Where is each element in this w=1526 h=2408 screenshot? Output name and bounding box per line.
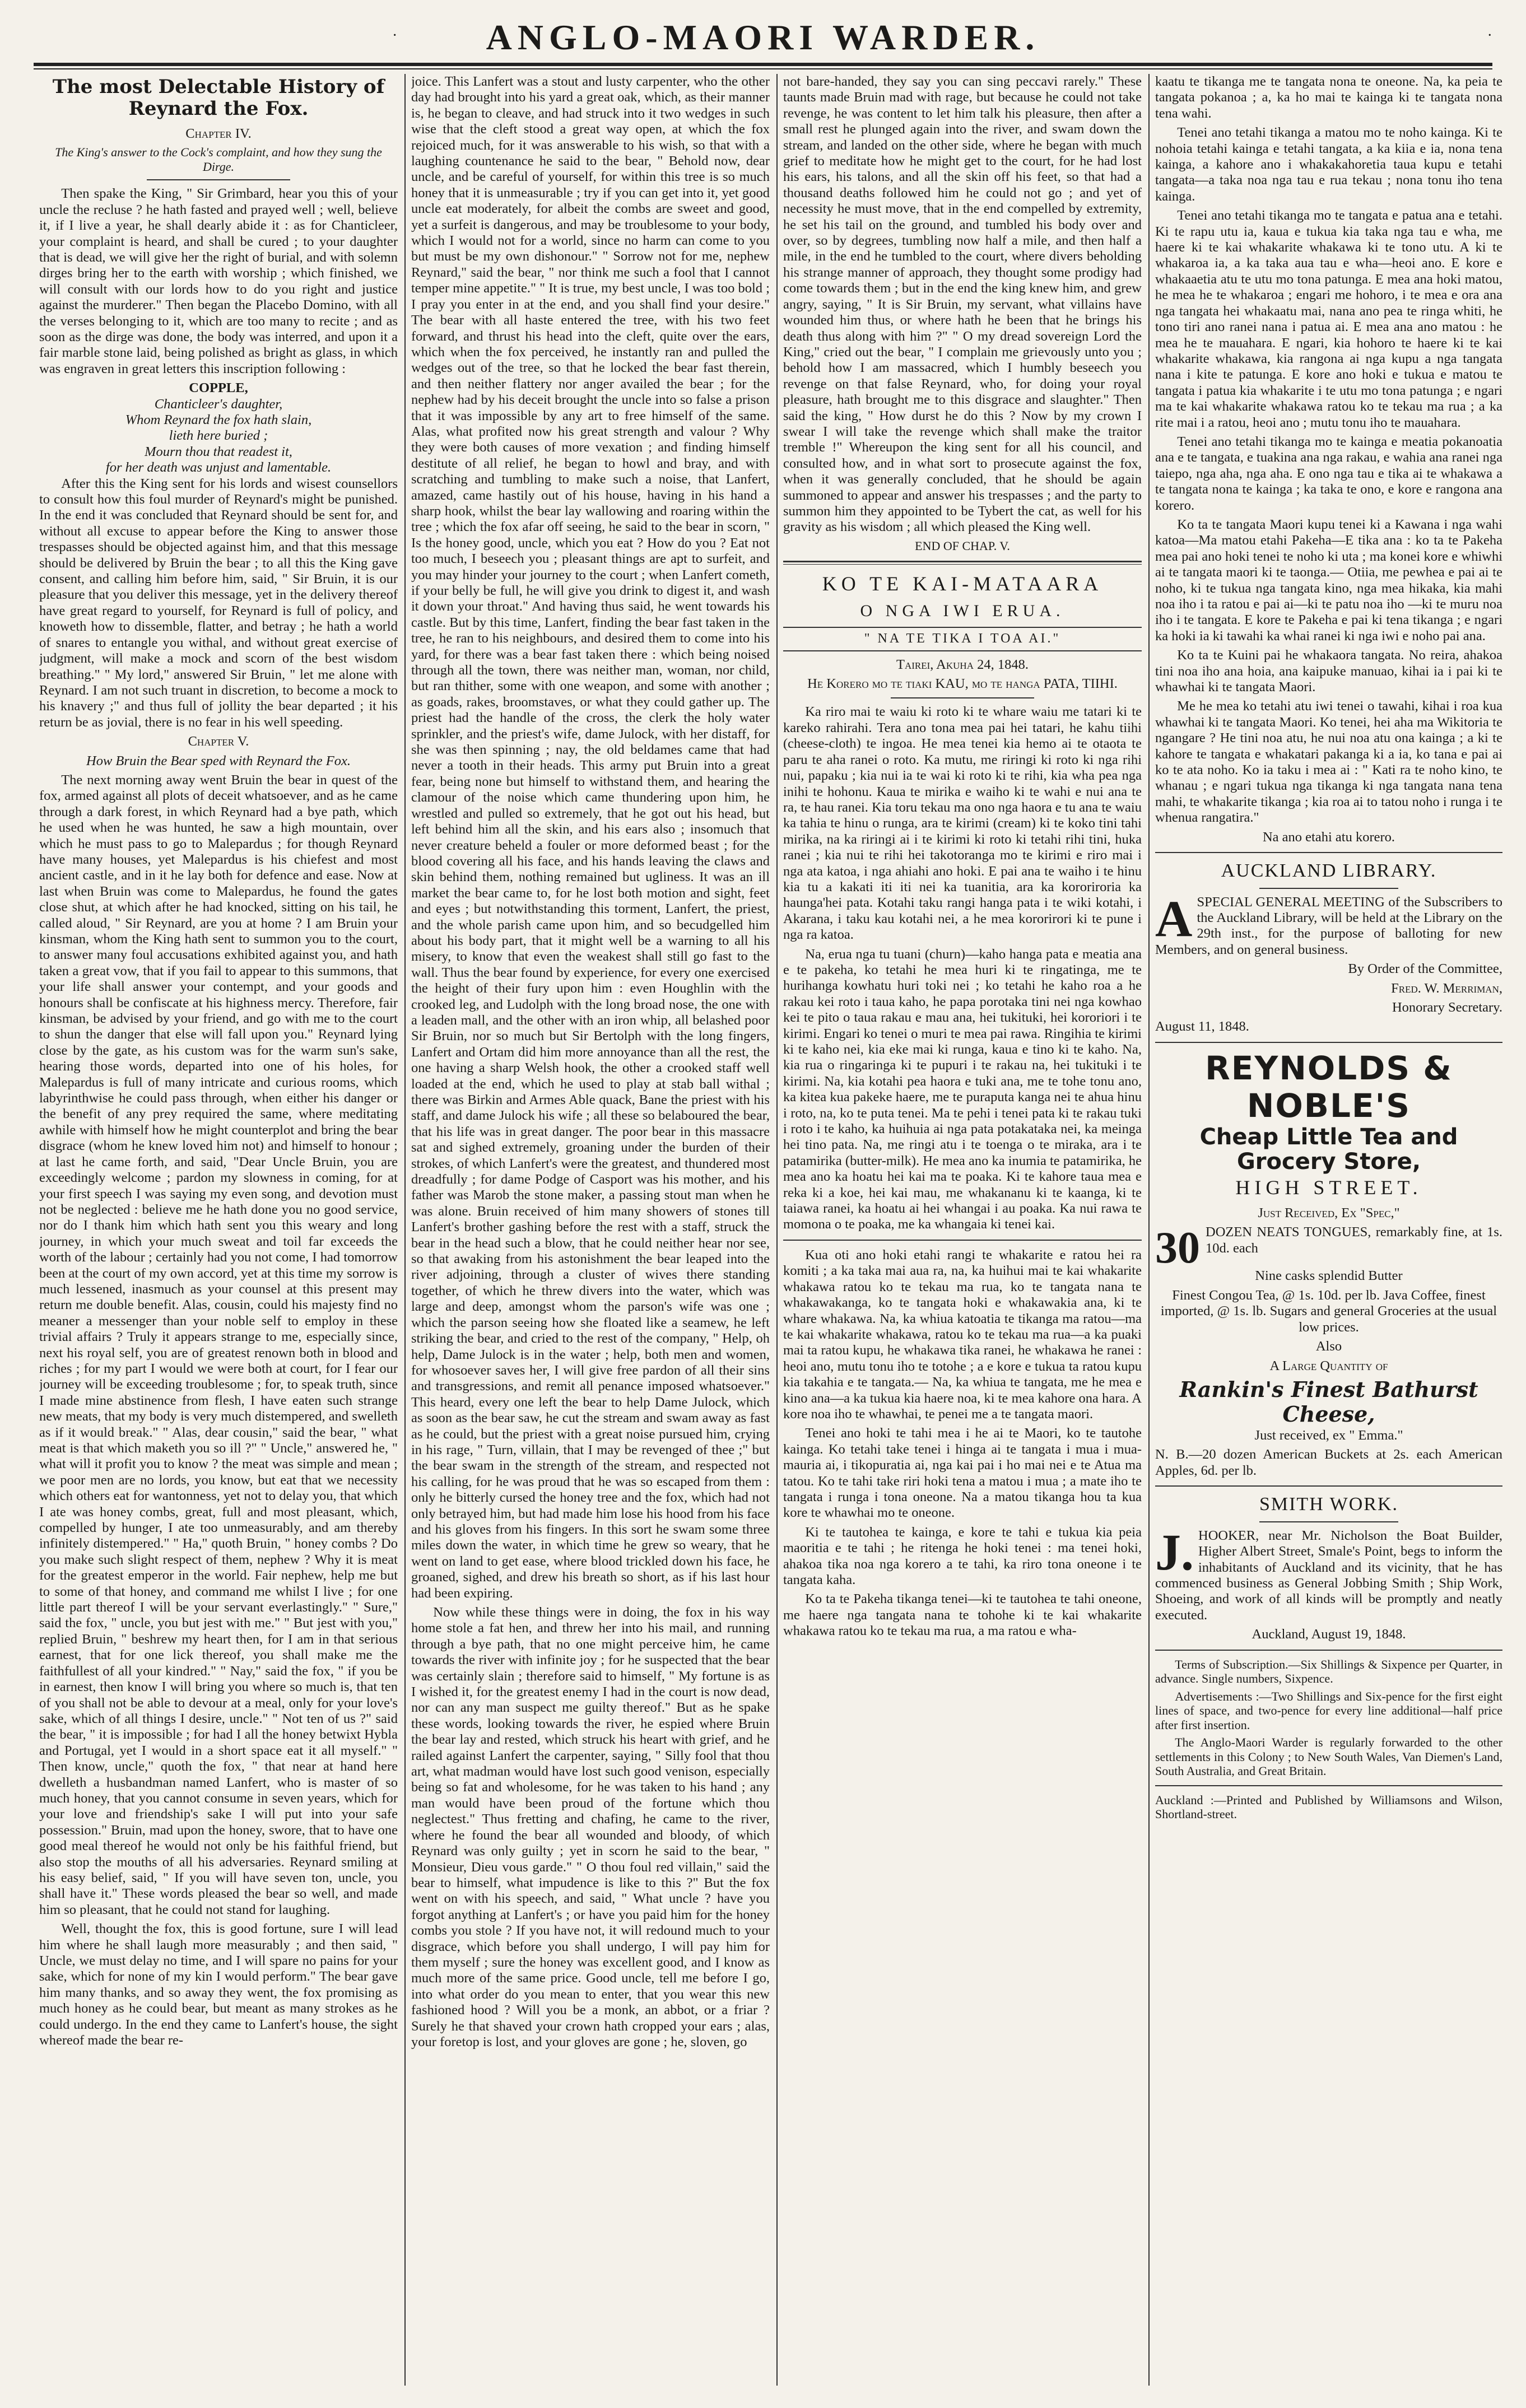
printer-imprint: Auckland :—Printed and Published by Williamsons and Wilson, Shortland-street. — [1155, 1792, 1502, 1822]
library-secretary-name: Fred. W. Merriman, — [1391, 980, 1502, 996]
story-paragraph: joice. This Lanfert was a stout and lusty carpenter, who the other day had brought into his yard a great oak, which, as their manner is, he began to cleave, and had struck into it two wedges in such wise that the cleft stood a great way open, at which the fox rejoiced much, for it was answerable to his wish, so that with a laughing countenance he said to the bear, " Behold now, dear uncle, and be careful of yourself, for within this tree is so much honey that it is unmeasurable ; try if you can get into it, yet good uncle eat moderately, for albeit the combs are sweet and good, yet a surfeit is dangerous, and may be troublesome to your body, which I would not for a world, since no harm can come to you but must be my own dishonour." " Sorrow not for me, nephew Reynard," said the bear, " nor think me such a fool that I cannot temper mine appetite." " It is true, my best uncle, I was too bold ; I pray you enter in at the end, and you shall find your desire." The bear with all haste entered the tree, with his two feet forward, and thrust his head into the cleft, quite over the ears, which when the fox perceived, he instantly ran and pulled the wedges out of the tree, so that he locked the bear fast therein, and then neither flattery nor anger availed the bear ; for the nephew had by his deceit brought the uncle into so false a prison that it was impossible by any art to free himself of the same. Alas, what profited now his great strength and valour ? Why they were both causes of more vexation ; and finding himself destitute of all relief, he began to howl and bray, and with scratching and tumbling to make such a noise, that Lanfert, amazed, came hastily out of his house, having in his hand a sharp hook, whilst the bear lay wallowing and roaring within the tree ; which the fox afar off seeing, he said to the bear in scorn, " Is the honey good, uncle, which you eat ? How do you ? Eat not too much, I beseech you ; pleasant things are apt to surfeit, and you may hinder your journey to the court ; when Lanfert cometh, if your belly be full, he will give you drink to digest it, and wash it down your throat." And having thus said, he went towards his castle. But by this time, Lanfert, finding the bear fast taken in the tree, he ran to his neighbours, and desired them to come into his yard, for there was a bear fast taken there : which being noised through all the town, there was neither man, woman, nor child, but ran thither, some with one weapon, and some with another ; as goads, rakes, broomstaves, or what they could gather up. The priest had the handle of the cross, the clerk the holy water sprinkler, and the priest's wife, dame Julock, with her distaff, for she was then spinning ; nay, the old beldames came that had never a tooth in their heads. This army put Bruin into a great fear, being none but himself to withstand them, and hearing the clamour of the noise which came thundering upon him, he wrestled and pulled so extremely, that he got out his head, but left behind him all the skin, and his ears also ; insomuch that never creature beheld a fouler or more deformed beast ; for the blood covering all his face, and his hands leaving the claws and skin behind them, nothing remained but ugliness. It was an ill market the bear came to, for he lost both motion and sight, feet and eyes ; but notwithstanding this torment, Lanfert, the priest, and the whole parish came upon him, and so becudgelled him about his body part, that it might well be a warning to all his misery, to know that even the weakest shall still go fast to the wall. Thus the bear found by experience, for every one exercised the height of their fury upon him : even Houghlin with the crooked leg, and Ludolph with the long broad nose, the one with a leaden mall, and the other with an iron whip, all belashed poor Sir Bruin, nor so much but Sir Bertolph with the long fingers, Lanfert and Ortam did him more annoyance than all the rest, the one having a sharp Welsh hook, the other a crooked staff well loaded at the end, which he used to play at stab ball withal ; there was Birkin and Armes Able quack, Bane the priest with his staff, and dame Julock his wife ; all these so belaboured the bear, that his life was in great danger. The poor bear in this massacre sat and sighed extremely, groaning under the burden of their strokes, of which Lanfert's were the greatest, and thundered most dreadfully ; for dame Podge of Casport was his mother, and his father was Marob the stone maker, a passing stout man when he was alone. Bruin received of him many showers of stones till Lanfert's brother gashing before the rest with a staff, struck the bear in the head such a blow, that he could neither hear nor see, so that awaking from his astonishment the bear leaped into the river adjoining, through a cluster of wives there standing together, of which he threw divers into the water, which was large and deep, amongst whom the parson's wife was one ; which the parson seeing how she floated like a seamew, he left striking the bear, and cried to the rest of the company, " Help, oh help, Dame Julock is in the water ; help, both men and women, for whosoever saves her, I will give free pardon of all their sins and transgressions, and remit all penance imposed whatsoever." This heard, every one left the bear to help Dame Julock, which as soon as the bear saw, he cut the stream and swam away as fast as he could, but the priest with a great noise pursued him, crying in his rage, " Turn, villain, that I may be revenged of thee ;" but the bear swam in the strength of the stream, and respected not his calling, for he was proud that he was so escaped from them : only he bitterly cursed the honey tree and the fox, which had not only betrayed him, but had made him lose his hood from his face and his gloves from his fingers. In this sort he swam some three miles down the water, in which time he grew so weary, that he went on land to get ease, where blood trickled down his face, he groaned, sighed, and drew his breath so short, as if his last hour had been expiring. — [411, 74, 770, 1601]
tea-ad: Finest Congou Tea, @ 1s. 10d. per lb. Java Coffee, finest imported, @ 1s. lb. Sugars and general Groceries at the usual low prices. — [1160, 1287, 1497, 1335]
butter-ad: Nine casks splendid Butter — [1255, 1268, 1403, 1284]
maori-paragraph: Ko ta te Pakeha tikanga tenei—ki te tautohea te tahi oneone, me haere nga tangata nana te tohohe ki te kai whakarite whakawa ratou ko te tekau ma rua, a ma ratou e wha- — [783, 1591, 1142, 1639]
received-notice: Just Received, Ex "Spec," — [1258, 1205, 1400, 1221]
maori-paragraph: Ki te tautohea te kainga, e kore te tahi e tukua kia peia maoritia e te tahi ; he ritenga he hoki tenei : ma tenei hoki, ahakoa tika noa nga korero a te tahi, ka riro tona oneone i te tangata kaha. — [783, 1524, 1142, 1588]
column-3 — [783, 74, 1142, 2386]
chapter-heading: Chapter V. — [188, 734, 249, 749]
library-notice-date: August 11, 1848. — [1155, 1019, 1249, 1035]
maori-section-title: KO TE KAI-MATAARA — [822, 572, 1103, 595]
masthead-mark-left: · — [392, 27, 398, 44]
column-divider — [404, 74, 406, 2386]
divider — [783, 1240, 1142, 1241]
masthead-rule — [34, 63, 1492, 66]
divider — [1259, 1521, 1398, 1522]
shop-subtitle: Cheap Little Tea and Grocery Store, — [1199, 1124, 1458, 1175]
epitaph-line: COPPLE, — [189, 380, 248, 396]
story-paragraph: After this the King sent for his lords and wisest counsellors to consult how this foul murder of Reynard's might be punished. In the end it was concluded that Reynard should be sent for, and without all excuse to appear before the King to answer those trespasses should be objected against him, and that this message should be delivered by Bruin the bear ; to all this the King gave consent, and calling him before him, said, " Sir Bruin, it is our pleasure that you deliver this message, yet in the delivery thereof have great regard to yourself, for Reynard is full of policy, and knoweth how to dissemble, flatter, and betray ; he hath a world of snares to entangle you withal, and without great exercise of judgment, will make a mock and scorn of the best wisdom breathing." " My lord," answered Sir Bruin, " let me alone with Reynard. I am not such truant in discretion, to become a mock to his knavery ;" and thus full of jollity the bear departed ; it his return be as jovial, there is no fear in his well speeding. — [39, 476, 398, 730]
library-notice-body: ASPECIAL GENERAL MEETING of the Subscribers to the Auckland Library, will be held at the Library on the 29th inst., for the purpose of balloting for new Members, and on general business. — [1155, 889, 1502, 957]
epitaph-line: Mourn thou that readest it, — [145, 444, 292, 459]
maori-paragraph: Me he mea ko tetahi atu iwi tenei o tawahi, kihai i roa kua whawhai ki te tangata Maori. Ko tenei, hei aha ma Wikitoria te ngangare ? He tini noa atu, he nui noa atu ona kainga ; a ki te kahore te tangata e whakatari pakanga ki a ia, ko tana e pai ai ko te ata noho. Ko ia taku i mea ai : " Kati ra te noho kino, te whanau ; e ngari tukua nga tikanga ki nga tangata nana tena mahi, te whakarite tikanga ; kia roa ai to tatou noho i runga i te whenua rangatira." — [1155, 698, 1502, 826]
smith-work-date: Auckland, August 19, 1848. — [1251, 1627, 1406, 1642]
buckets-ad: N. B.—20 dozen American Buckets at 2s. each American Apples, 6d. per lb. — [1155, 1447, 1502, 1478]
divider — [1155, 1485, 1502, 1487]
divider — [1155, 1650, 1502, 1651]
story-paragraph: Well, thought the fox, this is good fortune, sure I will lead him where he shall laugh more measurably ; and then said, " Uncle, we must delay no time, and I will spare no pains for your sake, which for none of my kin I would perform." The bear gave him many thanks, and so away they went, the fox promising as much honey as he could bear, but meant as many strokes as he could undergo. In the end they came to Lanfert's house, the sight whereof made the bear re- — [39, 1921, 398, 2048]
also-label: Also — [1315, 1339, 1342, 1354]
drop-cap: A — [1155, 889, 1193, 947]
masthead-rule-thin — [34, 68, 1492, 69]
library-notice-heading: AUCKLAND LIBRARY. — [1221, 860, 1437, 882]
divider — [1155, 852, 1502, 853]
epitaph-line: Whom Reynard the fox hath slain, — [125, 412, 312, 427]
maori-paragraph: Ko ta te tangata Maori kupu tenei ki a Kawana i nga wahi katoa—Ma matou etahi Pakeha—E tika ana : ko ta te Pakeha mea pai ano hoki tenei te noho ki uta ; ma konei kore e whiwhi ai te tangata maori ki te taonga.— Otiia, me pewhea e pai ai te noho, ki te tukua nga tangata kino, nga mea hikaka, kia mahi noa iho i ta ratou e pai ai—ki te patu noa iho —ki te muru noa iho i te tangata. E kore te Pakeha e pai ki tena tikanga ; e ngari ka hoki ia ki tawahi ka whai ranei ki nga iwi e noho pai ana. — [1155, 516, 1502, 644]
masthead — [34, 17, 1492, 62]
advertisement-rates: Advertisements :—Two Shillings and Six-pence for the first eight lines of space, and two-pence for every line additional—half price after first insertion. — [1155, 1689, 1502, 1732]
smith-work-heading: SMITH WORK. — [1259, 1494, 1399, 1515]
maori-paragraph: kaatu te tikanga me te tangata nona te oneone. Na, ka peia te tangata pokanoa ; a, ka ho mai te kainga ki te tangata nona tena wahi. — [1155, 74, 1502, 121]
chapter-subtitle: The King's answer to the Cock's complaint, and how they sung the Dirge. — [55, 145, 382, 174]
divider — [1155, 1785, 1502, 1786]
smith-work-body: J. HOOKER, near Mr. Nicholson the Boat Builder, Higher Albert Street, Smale's Point, begs to inform the inhabitants of Auckland and its vicinity, that he has commenced business as General Jobbing Smith ; Ship Work, Shoeing, and work of all kinds will be promptly and neatly executed. — [1155, 1523, 1502, 1623]
maori-paragraph: Ka riro mai te waiu ki roto ki te whare waiu me tatari ki te kareko rahirahi. Tera ano tona mea pai hei tatari, he kahu tiihi (cheese-cloth) te ingoa. He mea tenei kia hemo ai te otaota te paru te aha ranei o roto. Ka mutu, me riringi ki roto ki nga rihi nui, papaku ; kia nui ia te wai ki roto ki te rihi, kia wha pea nga inihi te hohonu. Kaua te mirika e waiho ki te wahi e nui ana te ra, te hau ranei. Kia toru tekau ma ono nga haora e tu ana te waiu ka tahia te hinu o runga, ara te kirimi (cream) ki te koko tini tahi mirika, na ka riringi ai i te kirimi ki roto ki tetahi rihi tini, huka ranei ; kia nui te rihi hei takotoranga mo te kirimi e riro mai i nga ata katoa, i nga ahiahi ano hoki. E pai ana te waiho i te hinu kia tu a kakati iti iti nei ka tuanitia, ara ka kororiroria ka haunga'hei pata. Kotahi taku rangi hanga pata i te wiki kotahi, i Akarana, i taku kau kotahi nei, a he mea kororirori ki te pune i nga ra katoa. — [783, 704, 1142, 943]
library-secretary-title: Honorary Secretary. — [1392, 999, 1502, 1015]
maori-section-subtitle: O NGA IWI ERUA. — [860, 602, 1065, 621]
divider — [891, 697, 1034, 698]
column-2 — [411, 74, 770, 2386]
maori-paragraph: Tenei ano tetahi tikanga mo te kainga e meatia pokanoatia ana e te tangata, e tuakina ana nga rakau, e wahia ana ranei nga taiepo, nga aha, nga aha. E ono nga tau e tika ai te whakawa a te tangata nona te kainga ; ka taka te ono, e kore e rangona ana korero. — [1155, 434, 1502, 513]
drop-cap: J. — [1155, 1523, 1194, 1581]
chapter-subtitle: How Bruin the Bear sped with Reynard the Fox. — [86, 753, 351, 768]
motto: " NA TE TIKA I TOA AI." — [783, 627, 1142, 651]
quantity-number: 30 — [1155, 1223, 1200, 1273]
shop-street: HIGH STREET. — [1235, 1176, 1422, 1199]
column-1 — [39, 74, 398, 2386]
section-divider — [783, 561, 1142, 565]
cheese-ad-sub: Just received, ex " Emma." — [1254, 1428, 1403, 1443]
masthead-mark-right: · — [1487, 27, 1492, 44]
story-title: The most Delectable History of Reynard the Fox. — [52, 76, 385, 120]
maori-paragraph: Kua oti ano hoki etahi rangi te whakarite e ratou hei ra komiti ; a ka taka mai aua ra, na, ka huihui mai te kai whakarite whakawa ratou ko te tekau ma rua, ko te tangata nana te whakawakanga, ko te tangata hoki e whakawakia ana, ki te whare whakawa. Na, ka whiua katoatia te tikanga ma ratou—ma te kai whakarite whakawa, ratou ko te tekau ma rua—a ka puaki mai ta ratou kupu, he whakawa tika ranei, he whakawa he ranei : heoi ano, mutu tonu iho te totohe ; a e kore e tukua ta ratou kupu kia takahia e te tangata.— Na, ka whiua te tangata, me he mea e kino ana—a ka tukua kia haere noa, ki te mea kahore ona hara. A kore noa iho te whawhai, te penei me a te tangata maori. — [783, 1247, 1142, 1422]
divider — [1259, 888, 1398, 889]
story-paragraph: Now while these things were in doing, the fox in his way home stole a fat hen, and threw her into his mail, and running through a bye path, that no one might perceive him, he came towards the river with infinite joy ; for he suspected that the bear was certainly slain ; therefore said to himself, " My fortune is as I wished it, for the greatest enemy I had in the court is now dead, nor can any man suspect me guilty thereof." But as he spake these words, looking towards the river, he espied where Bruin the bear lay and rested, which struck his heart with grief, and he railed against Lanfert the carpenter, saying, " Silly fool that thou art, what madman would have lost such good venison, especially being so fat and wholesome, for he was taken to his hand ; any man would have been proud of the fortune which thou neglectest." Thus fretting and chafing, he came to the river, where he found the bear all wounded and bloody, of which Reynard was only guilty ; yet in scorn he said to the bear, " Monsieur, Dieu vous garde." " O thou foul red villain," said the bear to himself, what impudence is like to this ?" But the fox went on with his speech, and said, " What uncle ? have you forgot anything at Lanfert's ; or have you paid him for the honey combs you stole ? If you have not, it will redound much to your disgrace, which before you shall undergo, I will pay him for them myself ; sure the honey was excellent good, and I know as much more of the same price. Good uncle, tell me before I go, into what order do you mean to enter, that you wear this new fashioned hood ? Will you be a monk, an abbot, or a friar ? Surely he that shaved your crown hath cropped your ears ; alas, your foretop is lost, and your gloves are gone ; he, sloven, go — [411, 1605, 770, 2050]
epitaph-line: Chanticleer's daughter, — [154, 396, 283, 412]
column-divider — [1148, 74, 1150, 2386]
subscription-terms: Terms of Subscription.—Six Shillings & Sixpence per Quarter, in advance. Single numbers, Sixpence. — [1155, 1657, 1502, 1686]
distribution-note: The Anglo-Maori Warder is regularly forwarded to the other settlements in this Colony ; to New South Wales, Van Diemen's Land, South Australia, and Great Britain. — [1155, 1735, 1502, 1778]
story-paragraph: not bare-handed, they say you can sing peccavi rarely." These taunts made Bruin mad with rage, but because he could not take revenge, he was content to let him talk his pleasure, then after a small rest he plunged again into the river, and swam down the stream, and landed on the other side, where he began with much grief to meditate how he might get to the court, for he had lost his ears, his talons, and all the skin off his feet, so that had a thousand deaths followed him he could not go ; and yet of necessity he must move, that in the end compelled by extremity, he set his tail on the ground, and tumbled his body over and over, so by degrees, tumbling now half a mile, and then half a mile, in the end he tumbled to the court, where divers beholding his strange manner of approach, they thought some prodigy had come towards them ; but in the end the king knew him, and grew angry, saying, " It is Sir Bruin, my servant, what villains have wounded him thus, or where hath he been that he brings his death thus along with him ?" " O my dread sovereign Lord the King," cried out the bear, " I complain me grievously unto you ; behold how I am massacred, which I humbly beseech you revenge on that false Reynard, who, for doing your royal pleasure, hath brought me to this disgrace and slaughter." Then said the king, " How durst he do this ? Now by my crown I swear I will take the revenge which shall make the traitor tremble !" Whereupon the king sent for all his council, and consulted how, and in what sort to prosecute against the fox, when it was generally concluded, that he should be again summoned to appear and answer his trespasses ; and the party to summon him they appointed to be Tybert the cat, as well for his gravity as his wisdom ; all which pleased the King well. — [783, 74, 1142, 535]
maori-paragraph: Tenei ano hoki te tahi mea i he ai te Maori, ko te tautohe kainga. Ko tetahi take tenei i hinga ai te tangata i mua i mua-mauria ai, i tikopuratia ai, nga kai pai i ho mai nei e te Atua ma tatou. Ko te tahi take riri hoki tena a matou i mua ; a mate iho te tangata i runga i tona oneone. Na a matou tikanga hou ta kua kore te whawhai mo te oneone. — [783, 1426, 1142, 1521]
column-divider — [776, 74, 778, 2386]
cheese-ad-title: Rankin's Finest Bathurst Cheese, — [1179, 1376, 1478, 1427]
story-paragraph: The next morning away went Bruin the bear in quest of the fox, armed against all plots of deceit whatsoever, and as he came through a dark forest, in which Reynard had a bye path, which he used when he was hunted, he saw a high mountain, over which he must pass to go to Malepardus ; for though Reynard have many houses, yet Malepardus is his chiefest and most ancient castle, and in it he lay both for defence and ease. Now at last when Bruin was come to Malepardus, he found the gates close shut, at which after he had knocked, sitting on his tail, he called aloud, " Sir Reynard, are you at home ? I am Bruin your kinsman, whom the King hath sent to summon you to the court, to answer many foul accusations exhibited against you, and hath taken a great vow, that if you fail to appear to this summons, that your life shall answer your contempt, and your goods and honours shall be confiscate at his highness mercy. Therefore, fair kinsman, be advised by your friend, and go with me to the court to shun the danger that else will fall upon you." Reynard lying close by the gate, as his custom was for the warm sun's sake, hearing those words, departed into one of his holes, for Malepardus is full of many intricate and curious rooms, which labyrinthwise he could pass through, when either his danger or the benefit of any prey required the same, where meditating awhile with himself how he might counterplot and bring the bear disgrace (whom he knew loved him not) and himself to honour ; at last he came forth, and said, "Dear Uncle Bruin, you are exceedingly welcome ; pardon my slowness in coming, for at your first speech I was saying my even song, and devotion must not be neglected : believe me he hath done you no good service, nor do I thank him which hath sent you this weary and long journey, in which your much sweat and toil far exceeds the worth of the labour ; certainly had you not come, I had tomorrow been at the court of my own accord, yet at this time my sorrow is much lessened, inasmuch as your counsel at this present may return me double benefit. Alas, cousin, could his majesty find no meaner a messenger than your noble self to employ in these trivial affairs ? Truly it appears strange to me, especially since, next his royal self, you are of greatest renown both in blood and riches ; for my part I would we were both at court, for I fear our journey will be exceeding troublesome ; for, to speak truth, since I made mine abstinence from flesh, I have eaten such strange new meats, that my body is very much distempered, and swelleth as if it would break." " Alas, dear cousin," said the bear, " what meat is that which maketh you so ill ?" " Uncle," answered he, " what will it profit you to know ? the meat was simple and mean ; we poor men are no lords, you know, but eat that we necessity which others eat for wantonness, yet not to delay you, that which I ate was honey combs, great, full and most pleasant, which, compelled by hunger, I ate too unmeasurably, and am thereby infinitely distempered." " Ha," quoth Bruin, " honey combs ? Do you make such slight respect of them, nephew ? Why it is meat for the greatest emperor in the world. Fair nephew, help me but to some of that honey, and command me whilst I live ; for one little part thereof I will be your servant everlastingly." " Sure," said the fox, " uncle, you but jest with me." " But jest with you," replied Bruin, " beshrew my heart then, for I am in that serious earnest, that for one lick thereof, you shall make me the faithfullest of all your kindred." " Nay," said the fox, " if you be in earnest, then know I will bring you where so much is, that ten of you shall not be able to devour at a meal, only for your love's sake, which of all things I desire, uncle." " Not ten of us ?" said the bear, " it is impossible ; for had I all the honey betwixt Hybla and Portugal, yet I would in a short space eat it all myself." " Then know, uncle," quoth the fox, " that near at hand here dwelleth a husbandman named Lanfert, who is master of so much honey, that you cannot consume in seven years, which for your love and friendship's sake I will put into your safe possession." Bruin, mad upon the honey, swore, that to have one good meal thereof he would not only be his faithful friend, but also stop the mouths of all his adversaries. Reynard smiling at his easy belief, said, " If you will have seven ton, uncle, you shall have it." These words pleased the bear so well, and made him so pleasant, that he could not stand for laughing. — [39, 772, 398, 1917]
shop-name: REYNOLDS & NOBLE'S — [1205, 1049, 1453, 1125]
epitaph-line: lieth here buried ; — [169, 428, 268, 444]
chapter-heading: Chapter IV. — [185, 125, 252, 141]
large-quantity-label: A Large Quantity of — [1269, 1358, 1388, 1373]
newspaper-title: ANGLO-MAORI WARDER. — [486, 17, 1040, 57]
closing-note: Na ano etahi atu korero. — [1262, 829, 1395, 845]
library-notice-sign: By Order of the Committee, — [1348, 961, 1502, 977]
maori-paragraph: Tenei ano tetahi tikanga mo te tangata e patua ana e tetahi. Ki te rapu utu ia, kaua e tukua kia taka nga tau e wha, me haere ki te kai whakarite whakawa ki te tono utu. A ki te whakaroa ia, a ka taka aua tau e wha—heoi ano. E kore e whakaaetia atu te utu mo tona patunga. E mea ana hoki matou, he mea he te whakaroa ; engari me hohoro, i te mea e ora ana nga tangata hei whakaatu mai, nana ano pea te ringa whiti, he tono tiri ano ranei nana i patua ai. E mea ana ano matou : he mea he te mauahara. E ngari, kia hohoro te haere ki te kai whakarite whakawa, kia rangona ai nga kupu a nga tangata nana i kite te patunga. E kore ano hoki e tukua e matou te tangata i patua kia whakarite i te utu mo tona patunga ; e ngari ma te kai whakarite whakawa ratou ko te tekau ma rua ; a ka rite mai i a ratou, heoi ano ; mutu tonu iho te mauahara. — [1155, 208, 1502, 430]
end-of-chapter: END OF CHAP. V. — [915, 538, 1010, 553]
column-4 — [1155, 74, 1502, 2386]
maori-paragraph: Tenei ano tetahi tikanga a matou mo te noho kainga. Ki te nohoia tetahi kainga e tetahi tangata, a ka kiia e ia, nona tena kainga, a kahore ano i whakakahoretia taua kupu e tetahi tangata—a taka noa nga tau e rua tekau ; nona tonu iho tena kainga. — [1155, 125, 1502, 204]
divider — [1155, 1042, 1502, 1043]
dateline: Tairei, Akuha 24, 1848. — [896, 656, 1029, 672]
divider — [147, 179, 290, 180]
maori-paragraph: Na, erua nga tu tuani (churn)—kaho hanga pata e meatia ana e te pakeha, ko tetahi he mea huri ki te ringatinga, me te hurihanga kowhatu huri toki nei ; ko tetahi he kaho roa a he rakau kei roto i taua kaho, he papa porotaka tini nei nga kowhao kei te pito o taua rakau e mau ana, hei tukituki, hei kororiori i te kirimi. Engari ko tenei o muri te mea pai rawa. Ringihia te kirimi ki te kaho nei, kia eke mai ki runga, kaua e tino ki te kaho. Na, kia rua o ringaringa ki te pupuri i te rakau na, hei tukituki i te kirimi. Na, kia kotahi pea haora e tuki ana, me te tohe tonu ano, ka kitea kua pakeke haere, me te puraputa kanga nei te ahua hinu i roto, na, ko te puta tenei. Ma te pehi i tenei pata ki te rakau tuki i roto i te kaho, ka huihuia ai nga pata potakataka nei, ka meinga hei tino pata. Na, me ringi atu i te toenga o te miraka, ara i te patamirika (butter-milk). He mea ano ka inumia te patamirika, he mea ano ka hoatu hei kai ma te poaka. Ki te kahore taua mea e reka ki a koe, hei kai mau, me whakananu ki te kaanga, ki te taiawa ranei, ka hoatu ai hei whangai i au poaka. Ka nui rawa te momona o te poaka, me ka whangaia ki tenei kai. — [783, 946, 1142, 1232]
epitaph-line: for her death was unjust and lamentable. — [105, 460, 332, 476]
article-heading: He Korero mo te tiaki KAU, mo te hanga PATA, TIIHI. — [807, 676, 1118, 692]
story-paragraph: Then spake the King, " Sir Grimbard, hear you this of your uncle the recluse ? he hath fasted and prayed well ; well, believe it, if I live a year, he shall dearly abide it : as for Chanticleer, your complaint is heard, and shall be cured ; to your daughter that is dead, we will give her the right of burial, and with solemn dirges bring her to the earth with worship ; which finished, we will consult with our lords how to do you right and justice against the murderer." Then began the Placebo Domino, with all the verses belonging to it, which are too many to recite ; and as soon as the dirge was done, the body was interred, and upon it a fair marble stone laid, being polished as bright as glass, in which was engraven in great letters this inscription following : — [39, 186, 398, 376]
maori-paragraph: Ko ta te Kuini pai he whakaora tangata. No reira, ahakoa tini noa iho ana hoia, ana kaipuke manuao, kihai ia i pai ki te whawhai ki te tangata Maori. — [1155, 648, 1502, 695]
tongues-ad: 30 DOZEN NEATS TONGUES, remarkably fine, at 1s. 10d. each — [1155, 1223, 1502, 1273]
